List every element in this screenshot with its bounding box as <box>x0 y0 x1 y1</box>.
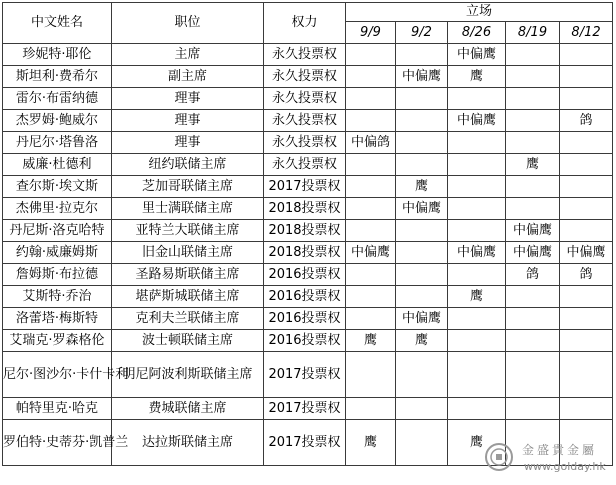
stance-cell: 中偏鹰 <box>346 242 396 264</box>
stance-cell <box>396 286 448 308</box>
stance-cell <box>346 198 396 220</box>
watermark-url: www.golday.hk <box>524 460 606 473</box>
stance-cell <box>506 176 560 198</box>
stance-cell <box>346 352 396 398</box>
stance-cell <box>560 44 613 66</box>
watermark-name: 金盛貴金屬 <box>522 443 598 457</box>
stance-cell: 鹰 <box>506 154 560 176</box>
official-name: 詹姆斯·布拉德 <box>3 264 112 286</box>
table-row <box>3 220 613 242</box>
stance-cell: 中偏鹰 <box>506 242 560 264</box>
official-position: 副主席 <box>112 66 264 88</box>
official-position: 堪萨斯城联储主席 <box>112 286 264 308</box>
stance-cell <box>506 132 560 154</box>
stance-cell <box>506 44 560 66</box>
stance-cell <box>560 286 613 308</box>
voting-power: 2016投票权 <box>264 308 346 330</box>
voting-power: 2017投票权 <box>264 176 346 198</box>
stance-cell <box>448 198 506 220</box>
stance-cell <box>506 88 560 110</box>
official-position: 明尼阿波利斯联储主席 <box>112 352 264 398</box>
official-name: 丹尼斯·洛克哈特 <box>3 220 112 242</box>
official-position: 理事 <box>112 110 264 132</box>
official-name: 艾斯特·乔治 <box>3 286 112 308</box>
header-date: 8/19 <box>506 22 560 44</box>
watermark <box>484 438 612 478</box>
voting-power: 2016投票权 <box>264 330 346 352</box>
stance-cell <box>448 330 506 352</box>
voting-power: 2018投票权 <box>264 220 346 242</box>
stance-cell <box>396 420 448 466</box>
stance-cell <box>506 66 560 88</box>
table-row <box>3 198 613 220</box>
stance-cell: 鸽 <box>506 264 560 286</box>
voting-power: 2017投票权 <box>264 352 346 398</box>
stance-cell <box>560 220 613 242</box>
stance-cell: 中偏鸽 <box>346 132 396 154</box>
stance-cell <box>396 110 448 132</box>
stance-cell <box>448 264 506 286</box>
voting-power: 2016投票权 <box>264 286 346 308</box>
stance-cell <box>396 132 448 154</box>
voting-power: 永久投票权 <box>264 88 346 110</box>
stance-cell <box>346 398 396 420</box>
stance-cell <box>396 242 448 264</box>
stance-cell: 鹰 <box>396 330 448 352</box>
stance-cell: 中偏鹰 <box>506 220 560 242</box>
stance-cell <box>346 88 396 110</box>
table-row <box>3 264 613 286</box>
official-position: 克利夫兰联储主席 <box>112 308 264 330</box>
voting-power: 2017投票权 <box>264 420 346 466</box>
stance-cell <box>346 154 396 176</box>
table-body <box>3 44 613 466</box>
voting-power: 2018投票权 <box>264 242 346 264</box>
stance-cell <box>396 352 448 398</box>
official-name: 雷尔·布雷纳德 <box>3 88 112 110</box>
stance-cell: 中偏鹰 <box>448 44 506 66</box>
stance-cell <box>506 352 560 398</box>
stance-cell <box>560 88 613 110</box>
stance-cell <box>560 352 613 398</box>
table-row <box>3 352 613 398</box>
voting-power: 永久投票权 <box>264 110 346 132</box>
official-position: 纽约联储主席 <box>112 154 264 176</box>
stance-cell <box>346 308 396 330</box>
stance-cell <box>396 154 448 176</box>
official-position: 芝加哥联储主席 <box>112 176 264 198</box>
header-date: 8/26 <box>448 22 506 44</box>
stance-cell <box>560 330 613 352</box>
stance-cell <box>506 308 560 330</box>
stance-cell <box>506 110 560 132</box>
voting-power: 永久投票权 <box>264 154 346 176</box>
stance-cell <box>448 176 506 198</box>
stance-cell <box>448 352 506 398</box>
table-row <box>3 398 613 420</box>
stance-cell: 中偏鹰 <box>396 66 448 88</box>
stance-cell <box>506 398 560 420</box>
stance-cell <box>346 264 396 286</box>
table-row <box>3 242 613 264</box>
stance-cell <box>448 308 506 330</box>
stance-cell: 中偏鹰 <box>396 198 448 220</box>
stance-cell <box>560 66 613 88</box>
official-position: 理事 <box>112 132 264 154</box>
voting-power: 永久投票权 <box>264 44 346 66</box>
voting-power: 2018投票权 <box>264 198 346 220</box>
header-date: 9/2 <box>396 22 448 44</box>
header-stance: 立场 <box>346 3 613 22</box>
stance-cell: 中偏鹰 <box>396 308 448 330</box>
stance-cell <box>560 176 613 198</box>
official-name: 查尔斯·埃文斯 <box>3 176 112 198</box>
stance-cell <box>560 398 613 420</box>
stance-cell <box>396 44 448 66</box>
voting-power: 永久投票权 <box>264 132 346 154</box>
official-position: 圣路易斯联储主席 <box>112 264 264 286</box>
stance-cell <box>346 286 396 308</box>
official-position: 亚特兰大联储主席 <box>112 220 264 242</box>
official-position: 主席 <box>112 44 264 66</box>
fed-officials-table <box>2 2 613 466</box>
official-name: 罗伯特·史蒂芬·凯普兰 <box>3 420 112 466</box>
official-name: 斯坦利·费希尔 <box>3 66 112 88</box>
official-name: 洛蕾塔·梅斯特 <box>3 308 112 330</box>
stance-cell: 鹰 <box>346 330 396 352</box>
stance-cell <box>506 198 560 220</box>
voting-power: 永久投票权 <box>264 66 346 88</box>
stance-cell <box>506 286 560 308</box>
official-position: 波士顿联储主席 <box>112 330 264 352</box>
table-row <box>3 308 613 330</box>
table-row <box>3 66 613 88</box>
stance-cell: 鹰 <box>346 420 396 466</box>
header-power: 权力 <box>264 3 346 44</box>
official-name: 约翰·威廉姆斯 <box>3 242 112 264</box>
stance-cell: 中偏鹰 <box>560 242 613 264</box>
stance-cell <box>396 220 448 242</box>
official-position: 费城联储主席 <box>112 398 264 420</box>
stance-cell <box>560 154 613 176</box>
official-name: 艾瑞克·罗森格伦 <box>3 330 112 352</box>
stance-cell <box>448 220 506 242</box>
stance-cell <box>448 88 506 110</box>
table-row <box>3 110 613 132</box>
table-row <box>3 154 613 176</box>
stance-cell: 鹰 <box>448 420 506 466</box>
official-position: 达拉斯联储主席 <box>112 420 264 466</box>
table-row <box>3 330 613 352</box>
stance-cell <box>396 88 448 110</box>
stance-cell <box>396 264 448 286</box>
voting-power: 2016投票权 <box>264 264 346 286</box>
stance-cell <box>560 198 613 220</box>
stance-cell: 鹰 <box>396 176 448 198</box>
official-position: 旧金山联储主席 <box>112 242 264 264</box>
stance-cell <box>448 398 506 420</box>
stance-cell <box>396 398 448 420</box>
official-name: 珍妮特·耶伦 <box>3 44 112 66</box>
stance-cell <box>560 132 613 154</box>
header-date: 9/9 <box>346 22 396 44</box>
table-row <box>3 44 613 66</box>
official-name: 尼尔·图沙尔·卡什卡利 <box>3 352 112 398</box>
stance-cell <box>448 132 506 154</box>
official-position: 里士满联储主席 <box>112 198 264 220</box>
official-name: 丹尼尔·塔鲁洛 <box>3 132 112 154</box>
stance-cell: 鹰 <box>448 286 506 308</box>
table-row <box>3 88 613 110</box>
official-name: 威廉·杜德利 <box>3 154 112 176</box>
voting-power: 2017投票权 <box>264 398 346 420</box>
stance-cell <box>346 176 396 198</box>
table-row <box>3 176 613 198</box>
stance-cell: 鸽 <box>560 264 613 286</box>
official-position: 理事 <box>112 88 264 110</box>
stance-cell <box>346 66 396 88</box>
stance-cell: 中偏鹰 <box>448 110 506 132</box>
header-date: 8/12 <box>560 22 613 44</box>
stance-cell <box>346 220 396 242</box>
stance-cell <box>448 154 506 176</box>
official-name: 杰佛里·拉克尔 <box>3 198 112 220</box>
official-name: 帕特里克·哈克 <box>3 398 112 420</box>
stance-cell <box>346 44 396 66</box>
stance-cell <box>560 308 613 330</box>
stance-cell: 鹰 <box>448 66 506 88</box>
stance-cell: 中偏鹰 <box>448 242 506 264</box>
header-name: 中文姓名 <box>3 3 112 44</box>
official-name: 杰罗姆·鲍威尔 <box>3 110 112 132</box>
table-row <box>3 286 613 308</box>
seal-logo-icon <box>484 442 514 472</box>
header-position: 职位 <box>112 3 264 44</box>
stance-cell <box>346 110 396 132</box>
stance-cell: 鸽 <box>560 110 613 132</box>
table-row <box>3 132 613 154</box>
stance-cell <box>506 330 560 352</box>
